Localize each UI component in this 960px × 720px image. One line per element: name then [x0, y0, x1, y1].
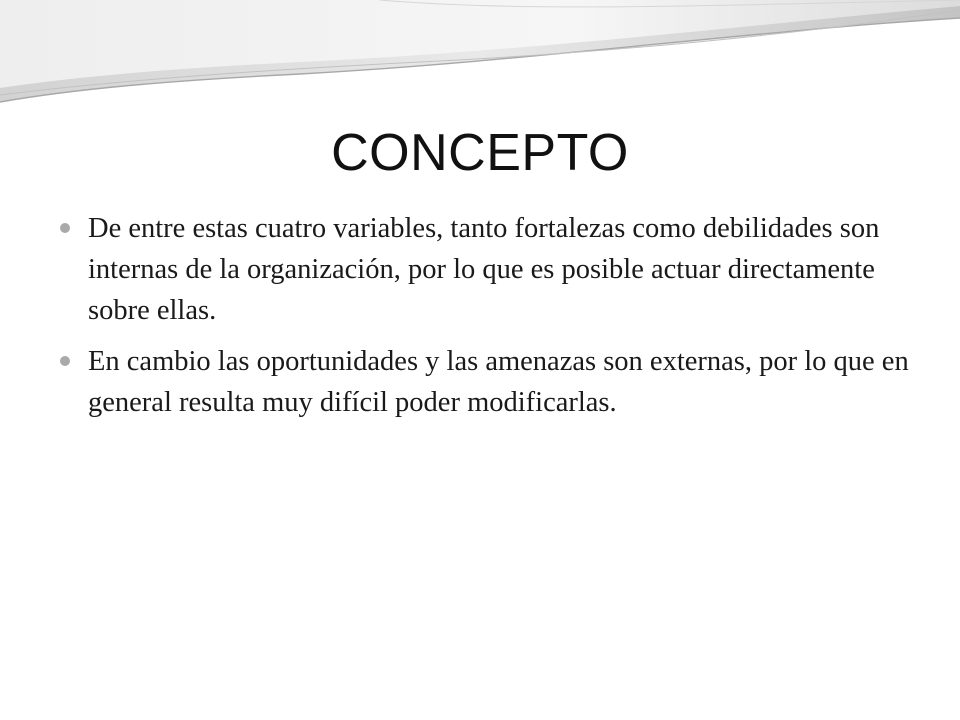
bullet-text: De entre estas cuatro variables, tanto fortalezas como debilidades son internas de la organización, por lo que es posible actuar directamente sobre ellas.	[88, 213, 880, 326]
slide-title: CONCEPTO	[331, 124, 629, 182]
bullet-item	[60, 341, 910, 423]
bullet-dot-icon	[60, 356, 70, 366]
bullet-list	[60, 208, 910, 433]
header-swoosh-decoration	[0, 0, 960, 110]
bullet-item	[60, 208, 910, 331]
bullet-dot-icon	[60, 223, 70, 233]
bullet-text: En cambio las oportunidades y las amenazas son externas, por lo que en general resulta muy difícil poder modificarlas.	[88, 346, 909, 418]
